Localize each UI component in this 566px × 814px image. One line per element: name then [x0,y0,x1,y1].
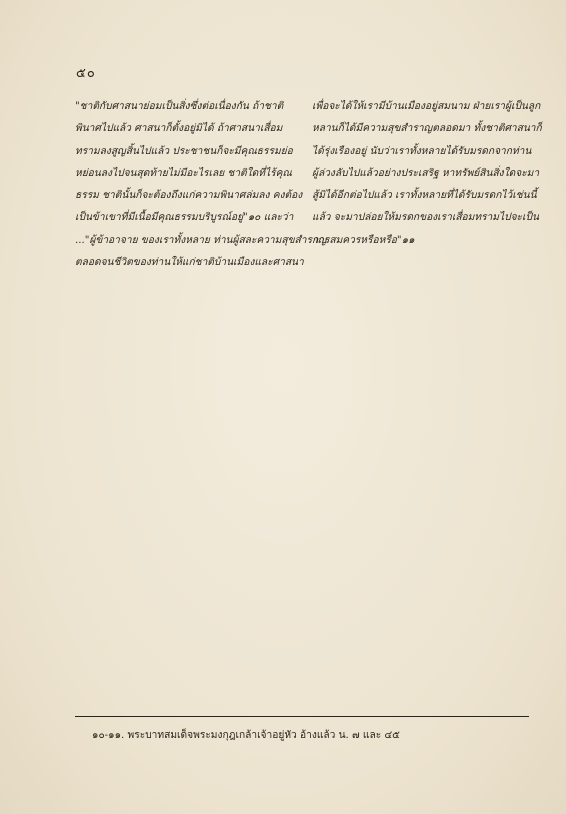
text-line: "ชาติกับศาสนาย่อมเป็นสิ่งซึ่งต่อเนื่องกัน ถ้าชาติ [75,101,284,112]
text-line: สู้มิได้อีกต่อไปแล้ว เราทั้งหลายที่ได้รับมรดกไว้เช่นนี้ [312,190,537,202]
text-line: เพื่อจะได้ให้เรามีบ้านเมืองอยู่สมนาม ฝ่ายเราผู้เป็นลูก [312,101,541,112]
text-line: ได้รุ่งเรืองอยู่ นับว่าเราทั้งหลายได้รับมรดกจากท่าน [312,145,532,157]
text-line: ทรามลงสูญสิ้นไปแล้ว ประชาชนก็จะมีคุณธรรมย่อ [75,145,293,157]
left-text-column [75,96,327,274]
footnote-divider [75,716,529,717]
text-line: ผู้ล่วงลับไปแล้วอย่างประเสริฐ หาทรัพย์สินสิ่งใดจะมา [312,167,540,179]
right-text-column [312,96,542,252]
text-line: ธรรม ชาตินั้นก็จะต้องถึงแก่ความพินาศล่มลง คงต้อง [75,190,303,202]
footnote-text: ๑๐-๑๑. พระบาทสมเด็จพระมงกุฎเกล้าเจ้าอยู่หัว อ้างแล้ว น. ๗ และ ๔๕ [92,730,400,741]
text-line: การสมควรหรือหรือ"๑๑ [312,234,415,246]
text-line: ตลอดจนชีวิตของท่านให้แก่ชาติบ้านเมืองและศาสนา [75,257,304,269]
text-line: หลานก็ได้มีความสุขสำราญตลอดมา ทั้งชาติศาสนาก็ [312,123,542,135]
text-line: เป็นข้าเขาที่มีเนื้อมีคุณธรรมบริบูรณ์อยู่"๑๐ และว่า [75,212,294,224]
text-line: หย่อนลงไปจนสุดท้ายไม่มีอะไรเลย ชาติใดที่ไร้คุณ [75,167,292,179]
text-line: แล้ว จะมาปล่อยให้มรดกของเราเสื่อมทรามไปจะเป็น [312,212,539,224]
text-line: ..."ผู้ข้าอาจาย ของเราทั้งหลาย ท่านผู้สละความสุขสำราญ [75,234,327,246]
page-number: ๕๐ [76,66,96,81]
text-line: พินาศไปแล้ว ศาสนาก็ตั้งอยู่มิได้ ถ้าศาสนาเสื่อม [75,123,283,135]
